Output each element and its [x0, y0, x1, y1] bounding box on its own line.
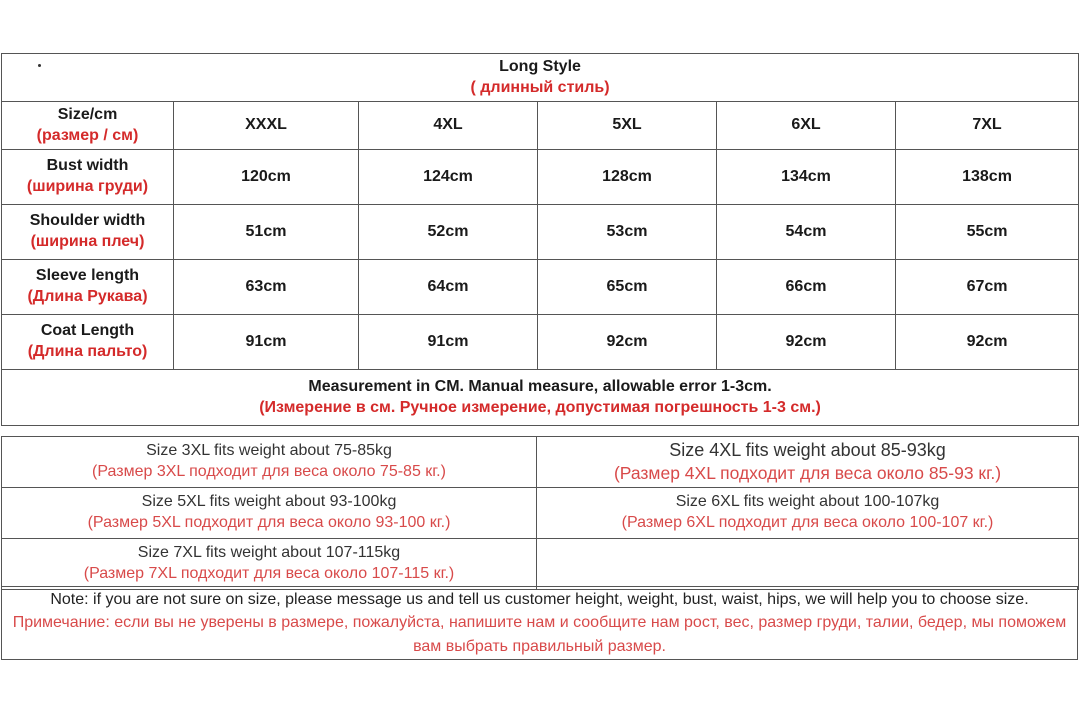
fit-ru: (Размер 3XL подходит для веса около 75-85 кг.): [92, 463, 446, 480]
title-ru: ( длинный стиль): [470, 78, 610, 96]
weight-fit-table: [1, 436, 1079, 590]
table-cell: 53cm: [538, 205, 717, 260]
row-label: [2, 260, 174, 315]
row-label-ru: (ширина плеч): [30, 233, 145, 250]
size-chart: [0, 53, 1080, 661]
fit-en: Size 7XL fits weight about 107-115kg: [137, 544, 401, 562]
table-cell: 54cm: [717, 205, 896, 260]
table-cell: 64cm: [359, 260, 538, 315]
header-label-ru: (размер / см): [36, 126, 139, 144]
row-label-ru: (ширина груди): [26, 178, 149, 195]
table-cell: 124cm: [359, 150, 538, 205]
fit-en: Size 4XL fits weight about 85-93kg: [669, 439, 946, 460]
fit-ru: (Размер 5XL подходит для веса около 93-100 кг.): [87, 514, 451, 531]
note-en: Note: if you are not sure on size, please message us and tell us customer height, weight, bust, waist, hips, we will help you to choose size.: [50, 591, 1029, 609]
row-label-en: Shoulder width: [29, 212, 146, 230]
fit-cell: [2, 437, 537, 488]
table-row-bust: [2, 150, 1079, 205]
table-cell: 51cm: [174, 205, 359, 260]
row-label-en: Sleeve length: [35, 267, 140, 285]
size-header: 4XL: [359, 102, 538, 150]
header-label-en: Size/cm: [57, 105, 118, 123]
table-cell: 65cm: [538, 260, 717, 315]
row-label-ru: (Длина Рукава): [27, 288, 148, 305]
fit-cell: [537, 437, 1079, 488]
table-cell: 128cm: [538, 150, 717, 205]
row-label-en: Bust width: [46, 157, 129, 175]
table-cell: 92cm: [538, 315, 717, 370]
row-label-en: Coat Length: [40, 322, 135, 340]
table-cell: 91cm: [174, 315, 359, 370]
table-cell: 92cm: [896, 315, 1079, 370]
size-header: 6XL: [717, 102, 896, 150]
table-cell: 66cm: [717, 260, 896, 315]
fit-en: Size 6XL fits weight about 100-107kg: [675, 493, 940, 511]
table-cell: 134cm: [717, 150, 896, 205]
table-cell: 63cm: [174, 260, 359, 315]
fit-cell: [2, 488, 537, 539]
table-row: [2, 539, 1079, 590]
table-cell: 52cm: [359, 205, 538, 260]
row-label: [2, 315, 174, 370]
fit-ru: (Размер 7XL подходит для веса около 107-115 кг.): [83, 565, 455, 582]
measurement-en: Measurement in CM. Manual measure, allowable error 1-3cm.: [308, 377, 772, 395]
measurement-ru: (Измерение в см. Ручное измерение, допустимая погрешность 1-3 см.): [259, 398, 821, 416]
measurement-note: [2, 370, 1079, 426]
note-ru: Примечание: если вы не уверены в размере, пожалуйста, напишите нам и сообщите нам рост, вес, размер груди, талии, бедер, мы поможем вам выбрать правильный размер.: [12, 614, 1067, 655]
table-row-shoulder: [2, 205, 1079, 260]
table-cell: 92cm: [717, 315, 896, 370]
fit-en: Size 3XL fits weight about 75-85kg: [146, 442, 392, 460]
fit-cell: [2, 539, 537, 590]
fit-ru: (Размер 4XL подходит для веса около 85-93 кг.): [613, 463, 1002, 484]
header-row: [2, 102, 1079, 150]
table-cell: 67cm: [896, 260, 1079, 315]
empty-cell: [537, 539, 1079, 590]
fit-cell: [537, 488, 1079, 539]
size-header: 7XL: [896, 102, 1079, 150]
table-row-coat: [2, 315, 1079, 370]
table-cell: 55cm: [896, 205, 1079, 260]
size-header: 5XL: [538, 102, 717, 150]
header-label-cell: [2, 102, 174, 150]
table-row: [2, 437, 1079, 488]
title-en: Long Style: [499, 57, 581, 75]
table-row: [2, 488, 1079, 539]
row-label-ru: (Длина пальто): [27, 343, 148, 360]
table-title: [2, 54, 1079, 102]
table-row-sleeve: [2, 260, 1079, 315]
row-label: [2, 205, 174, 260]
table-cell: 120cm: [174, 150, 359, 205]
table-cell: 138cm: [896, 150, 1079, 205]
row-label: [2, 150, 174, 205]
size-table: [1, 53, 1079, 426]
size-header: XXXL: [174, 102, 359, 150]
size-note: [2, 587, 1078, 660]
table-cell: 91cm: [359, 315, 538, 370]
fit-ru: (Размер 6XL подходит для веса около 100-107 кг.): [621, 514, 994, 531]
fit-en: Size 5XL fits weight about 93-100kg: [141, 493, 397, 511]
measurement-row: [2, 370, 1079, 426]
note-table: [1, 586, 1078, 660]
